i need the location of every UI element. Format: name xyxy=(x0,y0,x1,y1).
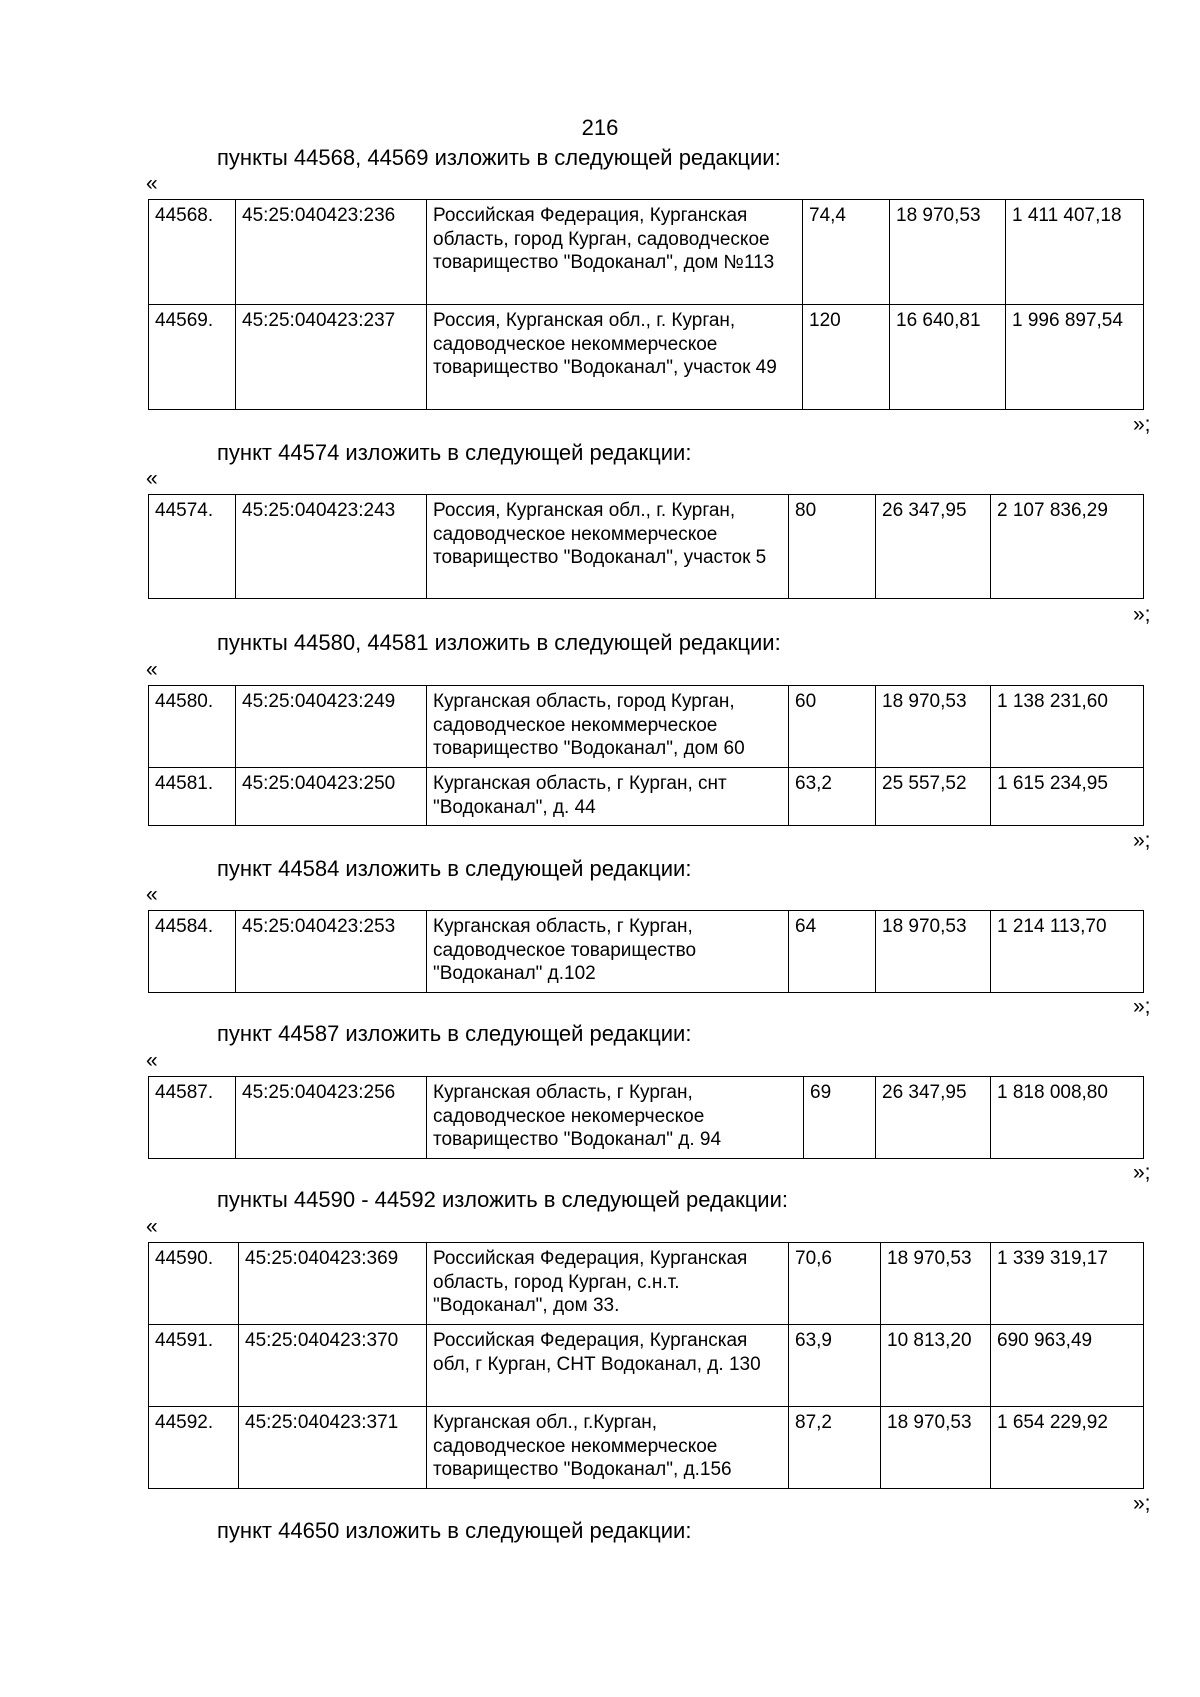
unit-value: 18 970,53 xyxy=(890,200,1006,305)
address: Россия, Курганская обл., г. Курган, садоводческое некоммерческое товарищество "Водоканал", участок 49 xyxy=(427,305,803,410)
cadastral-number: 45:25:040423:369 xyxy=(239,1243,427,1325)
cadastral-number: 45:25:040423:250 xyxy=(236,768,427,826)
unit-value: 18 970,53 xyxy=(881,1407,991,1489)
area: 87,2 xyxy=(789,1407,881,1489)
row-number: 44568. xyxy=(149,200,236,305)
page-number: 216 xyxy=(581,115,619,140)
row-number: 44587. xyxy=(149,1077,236,1159)
row-number: 44580. xyxy=(149,686,236,768)
unit-value: 18 970,53 xyxy=(881,1243,991,1325)
close-quote: »; xyxy=(1133,995,1151,1018)
total-value: 1 654 229,92 xyxy=(991,1407,1144,1489)
cadastral-number: 45:25:040423:237 xyxy=(236,305,427,410)
cadastral-number: 45:25:040423:370 xyxy=(239,1325,427,1407)
cadastral-number: 45:25:040423:253 xyxy=(236,911,427,993)
unit-value: 26 347,95 xyxy=(876,1077,991,1159)
records-table xyxy=(148,494,1144,599)
total-value: 1 138 231,60 xyxy=(991,686,1144,768)
total-value: 1 411 407,18 xyxy=(1006,200,1144,305)
section-heading: пункт 44650 изложить в следующей редакции: xyxy=(217,1518,692,1543)
table-row xyxy=(149,686,1144,768)
open-quote: « xyxy=(146,883,158,906)
table-row xyxy=(149,495,1144,599)
open-quote: « xyxy=(146,172,158,195)
address: Российская Федерация, Курганская область, город Курган, с.н.т. "Водоканал", дом 33. xyxy=(427,1243,789,1325)
table-row xyxy=(149,200,1144,305)
area: 80 xyxy=(789,495,876,599)
area: 74,4 xyxy=(803,200,890,305)
table-row xyxy=(149,1407,1144,1489)
records-table xyxy=(148,910,1144,993)
unit-value: 10 813,20 xyxy=(881,1325,991,1407)
open-quote: « xyxy=(146,658,158,681)
total-value: 2 107 836,29 xyxy=(991,495,1144,599)
open-quote: « xyxy=(146,1215,158,1238)
cadastral-number: 45:25:040423:243 xyxy=(236,495,427,599)
table-row xyxy=(149,1243,1144,1325)
table-row xyxy=(149,1077,1144,1159)
area: 70,6 xyxy=(789,1243,881,1325)
total-value: 1 818 008,80 xyxy=(991,1077,1144,1159)
table-row xyxy=(149,768,1144,826)
cadastral-number: 45:25:040423:249 xyxy=(236,686,427,768)
row-number: 44569. xyxy=(149,305,236,410)
row-number: 44574. xyxy=(149,495,236,599)
row-number: 44581. xyxy=(149,768,236,826)
records-table xyxy=(148,685,1144,826)
close-quote: »; xyxy=(1133,1161,1151,1184)
close-quote: »; xyxy=(1133,413,1151,436)
row-number: 44591. xyxy=(149,1325,239,1407)
address: Россия, Курганская обл., г. Курган, садоводческое некоммерческое товарищество "Водоканал", участок 5 xyxy=(427,495,789,599)
total-value: 690 963,49 xyxy=(991,1325,1144,1407)
address: Российская Федерация, Курганская обл, г Курган, СНТ Водоканал, д. 130 xyxy=(427,1325,789,1407)
total-value: 1 996 897,54 xyxy=(1006,305,1144,410)
total-value: 1 214 113,70 xyxy=(991,911,1144,993)
section-heading: пункт 44574 изложить в следующей редакции: xyxy=(217,440,692,465)
unit-value: 25 557,52 xyxy=(876,768,991,826)
open-quote: « xyxy=(146,1049,158,1072)
row-number: 44590. xyxy=(149,1243,239,1325)
table-row xyxy=(149,911,1144,993)
cadastral-number: 45:25:040423:236 xyxy=(236,200,427,305)
area: 120 xyxy=(803,305,890,410)
records-table xyxy=(148,1242,1144,1489)
row-number: 44584. xyxy=(149,911,236,993)
open-quote: « xyxy=(146,467,158,490)
area: 63,9 xyxy=(789,1325,881,1407)
unit-value: 18 970,53 xyxy=(876,911,991,993)
address: Курганская область, г Курган, садоводческое некомерческое товарищество "Водоканал" д. 94 xyxy=(427,1077,804,1159)
address: Курганская обл., г.Курган, садоводческое некоммерческое товарищество "Водоканал", д.156 xyxy=(427,1407,789,1489)
area: 64 xyxy=(789,911,876,993)
records-table xyxy=(148,199,1144,410)
section-heading: пункт 44587 изложить в следующей редакции: xyxy=(217,1021,692,1046)
area: 69 xyxy=(804,1077,876,1159)
section-heading: пункты 44580, 44581 изложить в следующей редакции: xyxy=(217,630,781,655)
address: Курганская область, г Курган, снт "Водоканал", д. 44 xyxy=(427,768,789,826)
address: Российская Федерация, Курганская область, город Курган, садоводческое товарищество "Водоканал", дом №113 xyxy=(427,200,803,305)
address: Курганская область, город Курган, садоводческое некоммерческое товарищество "Водоканал", дом 60 xyxy=(427,686,789,768)
address: Курганская область, г Курган, садоводческое товарищество "Водоканал" д.102 xyxy=(427,911,789,993)
area: 60 xyxy=(789,686,876,768)
area: 63,2 xyxy=(789,768,876,826)
close-quote: »; xyxy=(1133,603,1151,626)
cadastral-number: 45:25:040423:256 xyxy=(236,1077,427,1159)
row-number: 44592. xyxy=(149,1407,239,1489)
section-heading: пункт 44584 изложить в следующей редакции: xyxy=(217,856,692,881)
records-table xyxy=(148,1076,1144,1159)
total-value: 1 339 319,17 xyxy=(991,1243,1144,1325)
total-value: 1 615 234,95 xyxy=(991,768,1144,826)
section-heading: пункты 44568, 44569 изложить в следующей редакции: xyxy=(217,145,781,170)
cadastral-number: 45:25:040423:371 xyxy=(239,1407,427,1489)
unit-value: 26 347,95 xyxy=(876,495,991,599)
table-row xyxy=(149,1325,1144,1407)
unit-value: 18 970,53 xyxy=(876,686,991,768)
table-row xyxy=(149,305,1144,410)
unit-value: 16 640,81 xyxy=(890,305,1006,410)
close-quote: »; xyxy=(1133,1492,1151,1515)
section-heading: пункты 44590 - 44592 изложить в следующей редакции: xyxy=(217,1187,789,1212)
close-quote: »; xyxy=(1133,829,1151,852)
